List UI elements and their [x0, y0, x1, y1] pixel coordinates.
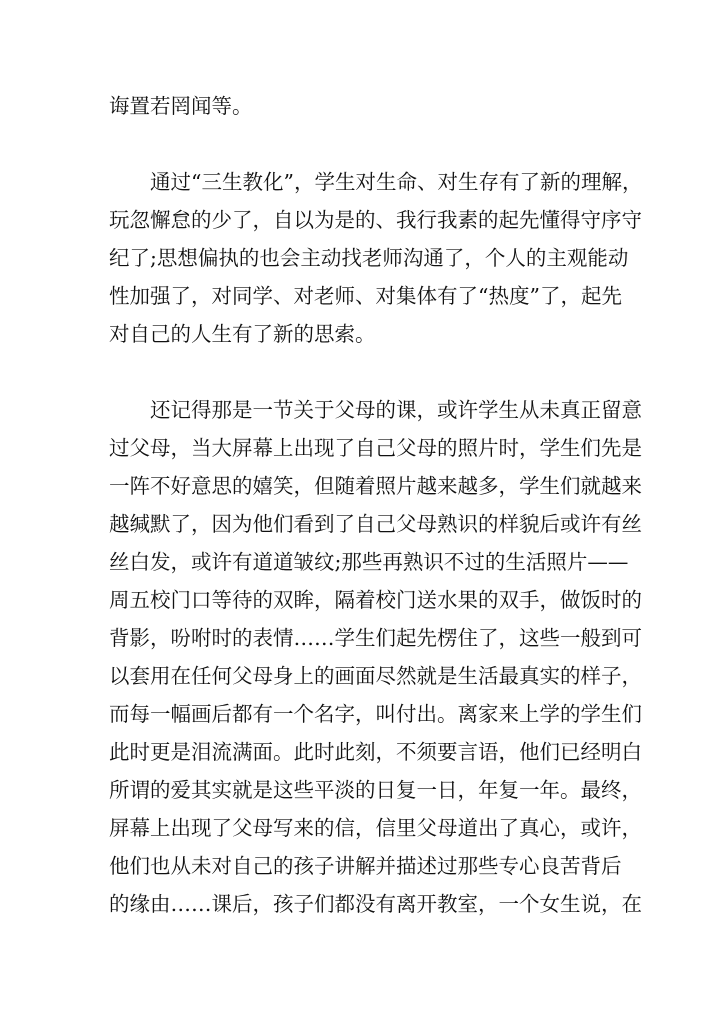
paragraph-line: 此时更是泪流满面。此时此刻，不须要言语，他们已经明白 [109, 740, 642, 764]
paragraph-line: 而每一幅画后都有一个名字，叫付出。离家来上学的学生们 [109, 702, 642, 726]
paragraph-line: 越缄默了，因为他们看到了自己父母熟识的样貌后或许有丝 [109, 512, 642, 536]
paragraph-line: 诲置若罔闻等。 [109, 94, 253, 118]
paragraph-line: 屏幕上出现了父母写来的信，信里父母道出了真心，或许， [109, 816, 642, 840]
paragraph-line: 以套用在任何父母身上的画面尽然就是生活最真实的样子， [109, 664, 642, 688]
paragraph-line: 性加强了，对同学、对老师、对集体有了“热度”了，起先 [109, 284, 622, 308]
paragraph-line: 他们也从未对自己的孩子讲解并描述过那些专心良苦背后 [109, 854, 622, 878]
paragraph-line: 周五校门口等待的双眸，隔着校门送水果的双手，做饭时的 [109, 588, 642, 612]
paragraph-line: 所谓的爱其实就是这些平淡的日复一日，年复一年。最终， [109, 778, 642, 802]
paragraph-line: 还记得那是一节关于父母的课，或许学生从未真正留意 [150, 398, 642, 422]
paragraph-line: 一阵不好意思的嬉笑，但随着照片越来越多，学生们就越来 [109, 474, 642, 498]
paragraph-line: 的缘由……课后，孩子们都没有离开教室，一个女生说，在 [109, 892, 642, 916]
paragraph-line: 玩忽懈怠的少了，自以为是的、我行我素的起先懂得守序守 [109, 208, 642, 232]
paragraph-line: 通过“三生教化”，学生对生命、对生存有了新的理解， [150, 170, 643, 194]
paragraph-line: 对自己的人生有了新的思索。 [109, 322, 376, 346]
paragraph-line: 背影，吩咐时的表情……学生们起先楞住了，这些一般到可 [109, 626, 642, 650]
paragraph-line: 丝白发，或许有道道皱纹;那些再熟识不过的生活照片—— [109, 550, 629, 574]
paragraph-line: 纪了;思想偏执的也会主动找老师沟通了，个人的主观能动 [109, 246, 629, 270]
paragraph-line: 过父母，当大屏幕上出现了自己父母的照片时，学生们先是 [109, 436, 642, 460]
